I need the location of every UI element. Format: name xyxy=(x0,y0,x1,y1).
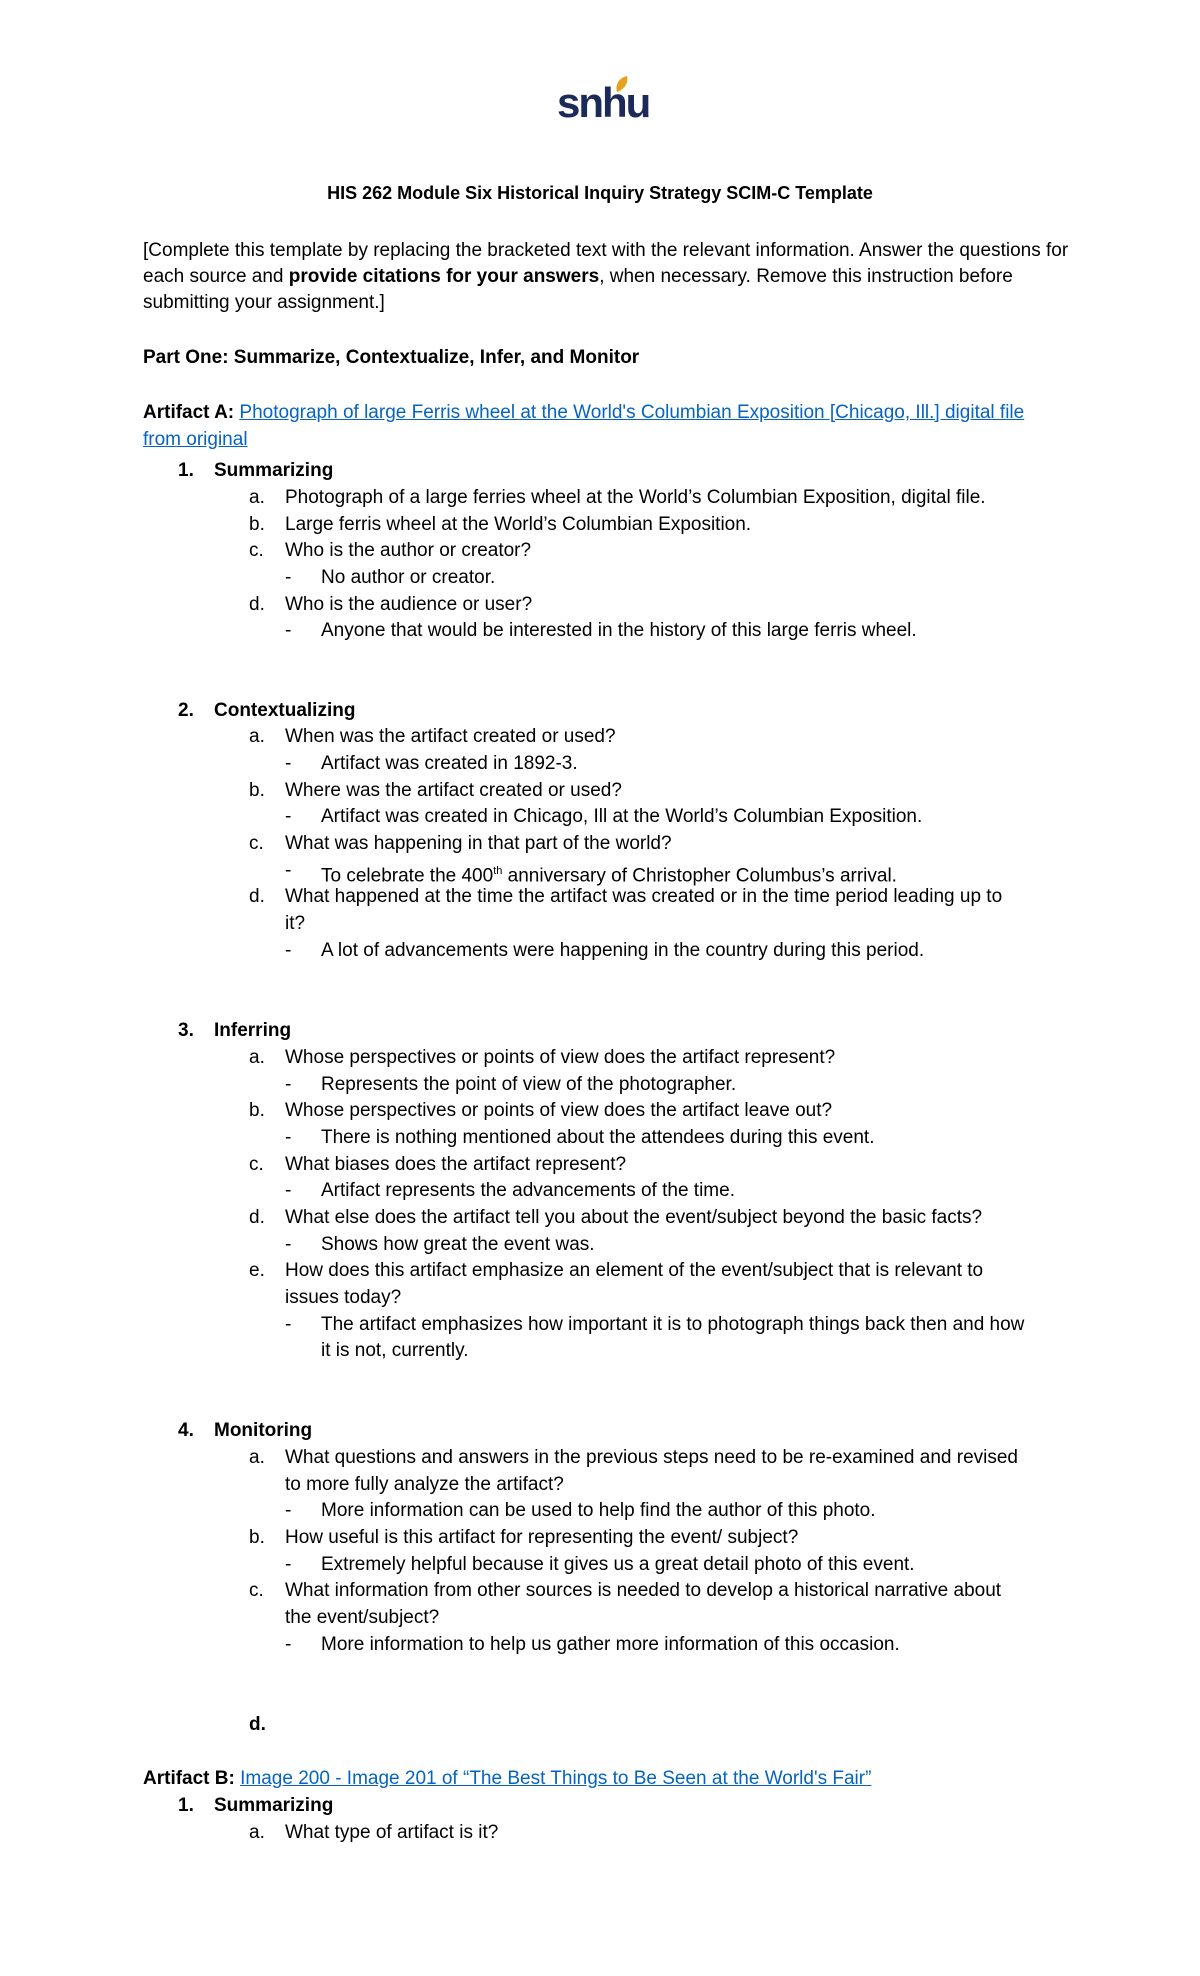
section-3-number: 3. xyxy=(178,1020,194,1041)
answer-text: The artifact emphasizes how important it is to photograph things back then and how xyxy=(321,1314,1025,1335)
artifact-b-link[interactable]: Image 200 - Image 201 of “The Best Things to Be Seen at the World's Fair” xyxy=(240,1768,872,1789)
part-one-heading: Part One: Summarize, Contextualize, Infer, and Monitor xyxy=(143,347,640,368)
dash-marker: - xyxy=(285,860,292,881)
section-2-number: 2. xyxy=(178,700,194,721)
section-2-heading: Contextualizing xyxy=(214,700,356,721)
list-item: How does this artifact emphasize an element of the event/subject that is relevant to xyxy=(285,1260,984,1281)
list-marker: b. xyxy=(249,780,265,801)
superscript: th xyxy=(493,865,503,877)
answer-text-part: To celebrate the 400 xyxy=(321,865,494,887)
answer-text: A lot of advancements were happening in the country during this period. xyxy=(321,940,925,961)
instructions xyxy=(143,238,1073,316)
artifact-a-link[interactable]: Photograph of large Ferris wheel at the World's Columbian Exposition [Chicago, Ill.] digital file xyxy=(239,402,1025,423)
list-item: What happened at the time the artifact was created or in the time period leading up to xyxy=(285,886,1003,907)
dash-marker: - xyxy=(285,940,292,961)
list-marker: a. xyxy=(249,1047,265,1068)
dash-marker: - xyxy=(285,1634,292,1655)
list-marker: e. xyxy=(249,1260,265,1281)
list-item: What was happening in that part of the world? xyxy=(285,833,672,854)
list-marker: c. xyxy=(249,1154,264,1175)
list-item: Whose perspectives or points of view does the artifact leave out? xyxy=(285,1100,833,1121)
artifact-a-heading xyxy=(143,400,1024,426)
list-item: Who is the audience or user? xyxy=(285,594,533,615)
logo-text: snhu xyxy=(557,79,650,126)
instructions-text-1: [Complete this template by replacing the bracketed text with the relevant information. Answer the questions for each source and xyxy=(143,240,1069,287)
list-marker: b. xyxy=(249,1100,265,1121)
list-item: When was the artifact created or used? xyxy=(285,726,616,747)
section-4-number: 4. xyxy=(178,1420,194,1441)
list-item: Who is the author or creator? xyxy=(285,540,532,561)
list-item: Large ferris wheel at the World’s Columbian Exposition. xyxy=(285,514,752,535)
list-item: Photograph of a large ferries wheel at the World’s Columbian Exposition, digital file. xyxy=(285,487,986,508)
list-marker: d. xyxy=(249,1207,265,1228)
section-3-heading: Inferring xyxy=(214,1020,292,1041)
section-b1-number: 1. xyxy=(178,1795,194,1816)
dash-marker: - xyxy=(285,806,292,827)
list-item-cont: it? xyxy=(285,913,306,934)
list-marker: c. xyxy=(249,1580,264,1601)
answer-text: More information to help us gather more information of this occasion. xyxy=(321,1634,900,1655)
answer-text: Represents the point of view of the photographer. xyxy=(321,1074,737,1095)
answer-text: Shows how great the event was. xyxy=(321,1234,595,1255)
list-marker: a. xyxy=(249,1447,265,1468)
list-item-cont: the event/subject? xyxy=(285,1607,440,1628)
list-marker: c. xyxy=(249,540,264,561)
answer-text: Artifact was created in Chicago, Ill at the World’s Columbian Exposition. xyxy=(321,806,923,827)
answer-text: There is nothing mentioned about the attendees during this event. xyxy=(321,1127,875,1148)
list-marker: b. xyxy=(249,1527,265,1548)
list-marker: d. xyxy=(249,594,265,615)
dash-marker: - xyxy=(285,620,292,641)
dash-marker: - xyxy=(285,1554,292,1575)
instructions-bold: provide citations for your answers xyxy=(288,266,600,287)
dash-marker: - xyxy=(285,1500,292,1521)
answer-text: More information can be used to help find the author of this photo. xyxy=(321,1500,876,1521)
list-item: What information from other sources is needed to develop a historical narrative about xyxy=(285,1580,1002,1601)
dash-marker: - xyxy=(285,1127,292,1148)
list-item: What questions and answers in the previous steps need to be re-examined and revised xyxy=(285,1447,1018,1468)
instructions-text-2: , when necessary. Remove this instruction before submitting your assignment.] xyxy=(143,266,1013,313)
list-item: Where was the artifact created or used? xyxy=(285,780,622,801)
list-item: Whose perspectives or points of view does the artifact represent? xyxy=(285,1047,836,1068)
artifact-a-label: Artifact A: xyxy=(143,402,235,423)
snhu-logo xyxy=(557,68,650,138)
answer-text: Anyone that would be interested in the history of this large ferris wheel. xyxy=(321,620,917,641)
artifact-a-link-cont[interactable]: from original xyxy=(143,429,248,450)
answer-text: No author or creator. xyxy=(321,567,496,588)
dash-marker: - xyxy=(285,1074,292,1095)
list-marker: c. xyxy=(249,833,264,854)
answer-text-cont: it is not, currently. xyxy=(321,1340,469,1361)
list-marker: a. xyxy=(249,726,265,747)
list-item: What type of artifact is it? xyxy=(285,1822,499,1843)
list-marker: d. xyxy=(249,886,265,907)
empty-list-marker: d. xyxy=(249,1714,266,1735)
list-item-cont: to more fully analyze the artifact? xyxy=(285,1474,564,1495)
section-1-number: 1. xyxy=(178,460,194,481)
answer-text-part: anniversary of Christopher Columbus’s arrival. xyxy=(502,865,897,887)
section-1-heading: Summarizing xyxy=(214,460,334,481)
list-marker: a. xyxy=(249,487,265,508)
answer-text: Artifact represents the advancements of the time. xyxy=(321,1180,735,1201)
artifact-b-heading xyxy=(143,1766,871,1792)
dash-marker: - xyxy=(285,567,292,588)
section-b1-heading: Summarizing xyxy=(214,1795,334,1816)
dash-marker: - xyxy=(285,1234,292,1255)
list-item-cont: issues today? xyxy=(285,1287,402,1308)
dash-marker: - xyxy=(285,1180,292,1201)
list-marker: b. xyxy=(249,514,265,535)
artifact-b-label: Artifact B: xyxy=(143,1768,235,1789)
page-title: HIS 262 Module Six Historical Inquiry Strategy SCIM-C Template xyxy=(327,183,873,203)
answer-text: Extremely helpful because it gives us a great detail photo of this event. xyxy=(321,1554,915,1575)
dash-marker: - xyxy=(285,1314,292,1335)
dash-marker: - xyxy=(285,753,292,774)
list-marker: a. xyxy=(249,1822,265,1843)
answer-text: Artifact was created in 1892-3. xyxy=(321,753,578,774)
list-item: What biases does the artifact represent? xyxy=(285,1154,627,1175)
section-4-heading: Monitoring xyxy=(214,1420,313,1441)
list-item: How useful is this artifact for representing the event/ subject? xyxy=(285,1527,799,1548)
list-item: What else does the artifact tell you about the event/subject beyond the basic facts? xyxy=(285,1207,983,1228)
